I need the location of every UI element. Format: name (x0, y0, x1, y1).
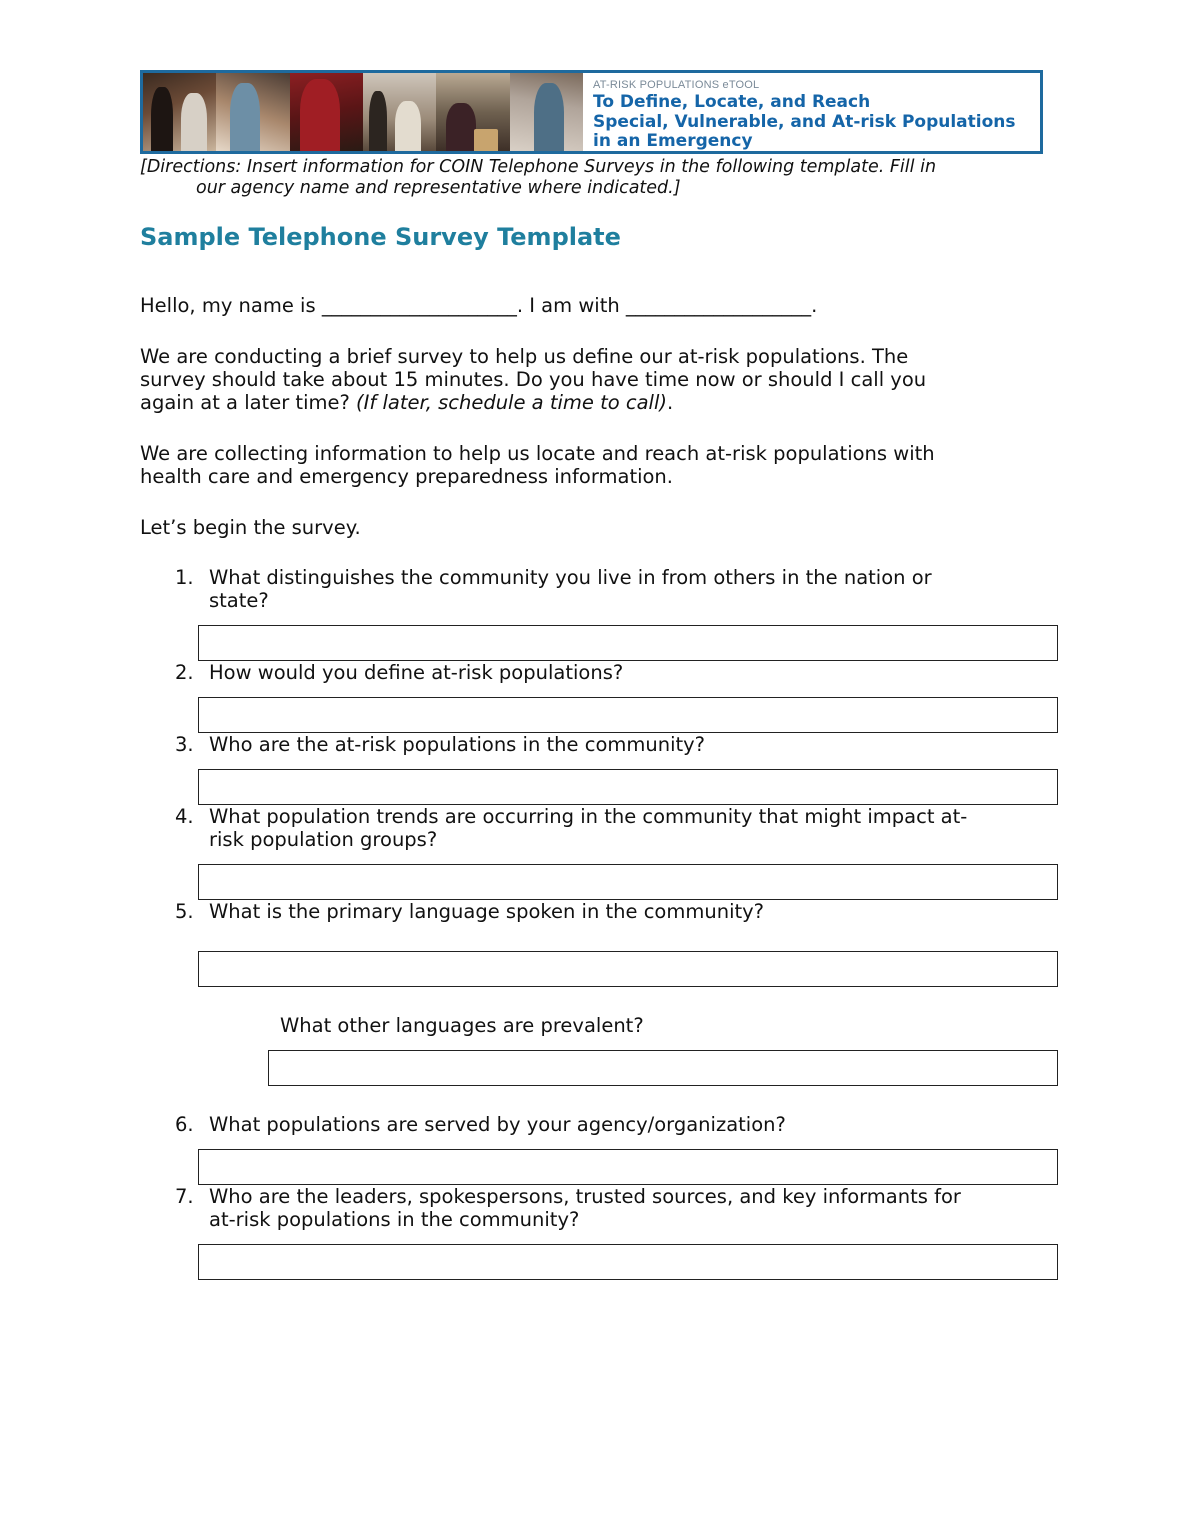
answer-field[interactable] (198, 697, 1058, 733)
answer-field[interactable] (198, 864, 1058, 900)
answer-field[interactable] (198, 769, 1058, 805)
directions-note (140, 157, 1040, 199)
question-text (209, 1185, 1059, 1231)
directions-line: [Directions: Insert information for COIN Telephone Surveys in the following template. Fill in (140, 157, 937, 177)
question-text: What populations are served by your agency/organization? (209, 1113, 786, 1136)
survey-intro-paragraph (140, 345, 1040, 414)
banner-text (583, 73, 1040, 151)
homeless-person-photo (436, 73, 509, 151)
paragraph-line: survey should take about 15 minutes. Do you have time now or should I call you (140, 368, 927, 391)
answer-field[interactable] (198, 951, 1058, 987)
collecting-paragraph (140, 442, 1040, 488)
question-number: 3. (175, 733, 194, 756)
paragraph-line (140, 391, 1040, 414)
sub-question-text: What other languages are prevalent? (280, 1014, 644, 1037)
question-line: at-risk populations in the community? (209, 1208, 580, 1231)
question-line: state? (209, 589, 269, 612)
question-number: 5. (175, 900, 194, 923)
banner-photo-strip (143, 73, 583, 151)
schedule-note: (If later, schedule a time to call) (356, 391, 667, 414)
question-line: What distinguishes the community you live in from others in the nation or (209, 566, 932, 589)
question-number: 1. (175, 566, 194, 589)
question-text (209, 566, 1059, 612)
greeting-line: Hello, my name is ____________________. I am with ___________________. (140, 294, 818, 317)
paragraph-line: We are collecting information to help us locate and reach at-risk populations with (140, 442, 935, 465)
question-line: Who are the leaders, spokespersons, trusted sources, and key informants for (209, 1185, 961, 1208)
page-title: Sample Telephone Survey Template (140, 223, 621, 251)
question-number: 6. (175, 1113, 194, 1136)
answer-field[interactable] (198, 1244, 1058, 1280)
man-red-shirt-photo (290, 73, 363, 151)
question-number: 7. (175, 1185, 194, 1208)
paragraph-line: We are conducting a brief survey to help us define our at-risk populations. The (140, 345, 909, 368)
banner-kicker: AT-RISK POPULATIONS eTOOL (593, 79, 760, 91)
banner-title-line: in an Emergency (593, 131, 753, 151)
answer-field[interactable] (268, 1050, 1058, 1086)
question-text: Who are the at-risk populations in the community? (209, 733, 706, 756)
banner-title-line: To Define, Locate, and Reach (593, 92, 871, 112)
begin-line: Let’s begin the survey. (140, 516, 361, 539)
question-text: What is the primary language spoken in the community? (209, 900, 765, 923)
question-number: 4. (175, 805, 194, 828)
banner-title-line: Special, Vulnerable, and At-risk Populations (593, 111, 1016, 132)
paragraph-text: again at a later time? (140, 391, 357, 414)
question-text (209, 805, 1059, 851)
street-crowd-photo (363, 73, 436, 151)
people-meeting-photo (143, 73, 216, 151)
paragraph-line: health care and emergency preparedness information. (140, 465, 673, 488)
question-line: What population trends are occurring in the community that might impact at- (209, 805, 968, 828)
banner-title (593, 93, 1030, 152)
woman-walking-photo (510, 73, 583, 151)
answer-field[interactable] (198, 1149, 1058, 1185)
woman-reading-photo (216, 73, 289, 151)
question-text: How would you define at-risk populations? (209, 661, 624, 684)
answer-field[interactable] (198, 625, 1058, 661)
question-line: risk population groups? (209, 828, 438, 851)
directions-line: our agency name and representative where indicated.] (196, 178, 681, 198)
question-number: 2. (175, 661, 194, 684)
header-banner (140, 70, 1043, 154)
paragraph-text: . (666, 391, 674, 414)
